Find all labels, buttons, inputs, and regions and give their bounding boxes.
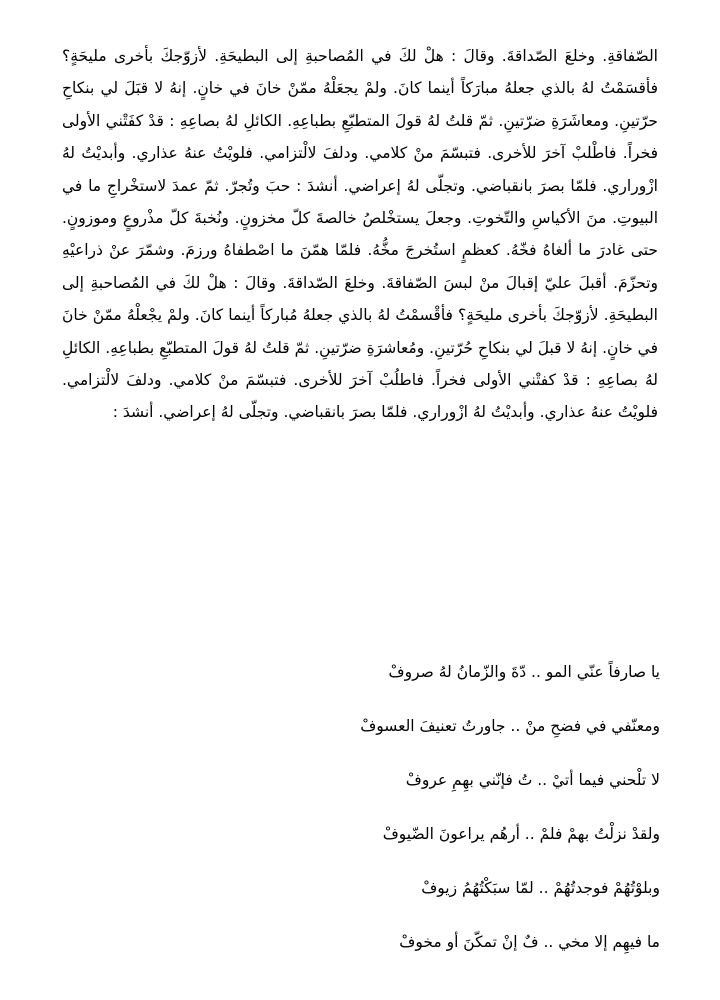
poem-verse: لا تلْحني فيما أتيْ .. تُ فإنّني بهِمِ عروفْ: [405, 771, 660, 789]
poem: [240, 655, 660, 979]
poem-verse: ومعنّفي في فضحِ منْ .. جاورتُ تعنيفَ العسوفْ: [360, 717, 660, 735]
poem-verse: ولقدْ نزلْتُ بهمْ فلمْ .. أرهُم يراعونَ الضّيوفْ: [382, 825, 660, 843]
poem-verse: يا صارفاً عنّي المو .. دّةَ والزّمانُ لهُ صروفْ: [388, 663, 660, 681]
poem-verse: وبلوْتُهُمْ فوجدتُهُمْ .. لمّا سبَكْتُهُمُ زيوفْ: [421, 879, 660, 897]
prose-paragraph: الصّفاقةِ. وخلعَ الصّداقةَ. وقالَ : هلْ لكَ في المُصاحبةِ إلى البطيحَةِ. لأزوّجكَ بأخرى مليحَةٍ؟ فأقسَمْتُ لهُ بالذي جعلهُ مبارَكاً أينما كانَ. ولمْ يجعَلْهُ ممّنْ خانَ في خانٍ. إنهُ لا قبَلَ لي بنكاحِ حرّتينِ. ومعاشَرَةِ ضرّتينِ. ثمّ قلتُ لهُ قولَ المتطبّعِ بطباعِهِ. الكائلِ لهُ بصاعِهِ : قدْ كفَتْني الأولى فخراً. فاطْلبْ آخرَ للأخرى. فتبسّمَ منْ كلامي. ودلفَ لالْتزامي. فلويْتُ عنهُ عذاري. وأبديْتُ لهُ ازْوراري. فلمّا بصرَ بانقباضي. وتجلّى لهُ إعراضي. أنشدَ : حبَ وتُجرّ. ثمّ عمدَ لاستخْراجِ ما في البيوتِ. منَ الأكياسِ والتّخوتِ. وجعلَ يستخْلصُ خالصةَ كلّ مخزونٍ. ونُخبةَ كلّ مذْروعٍ وموزونٍ. حتى غادرَ ما ألغاهُ فخّهُ. كعظمٍ استُخرجَ مخُّهُ. فلمّا همّنَ ما اصْطفاهُ ورزمَ. وشمّرَ عنْ ذراعيْهِ وتحزّمَ. أقبلَ عليّ إقبالَ منْ لبسَ الصّفاقةَ. وخلعَ الصّداقةَ. وقالَ : هلْ لكَ في المُصاحبةِ إلى البطيحَةِ. لأزوّجكَ بأخرى مليحَةٍ؟ فأقْسمْتُ لهُ بالذي جعلهُ مُباركاً أينما كانَ. ولمْ يجْعلْهُ ممّنْ خانَ في خانٍ. إنهُ لا قبلَ لي بنكاحِ حُرّتينِ. ومُعاشرَةِ ضرّتينِ. ثمّ قلتُ لهُ قولَ المتطبّعِ بطباعِهِ. الكائلِ لهُ بصاعِهِ : قدْ كفتْني الأولى فخراً. فاطلُبْ آخرَ للأخرى. فتبسّمَ منْ كلامي. ودلفَ لالْتزامي. فلويْتُ عنهُ عذاري. وأبديْتُ لهُ ازْوراري. فلمّا بصرَ بانقباضي. وتجلّى لهُ إعراضي. أنشدَ :: [62, 47, 658, 422]
poem-verse: ما فيهِم إلا مخي .. فٌ إنْ تمكّنَ أو مخوفْ: [399, 933, 660, 951]
